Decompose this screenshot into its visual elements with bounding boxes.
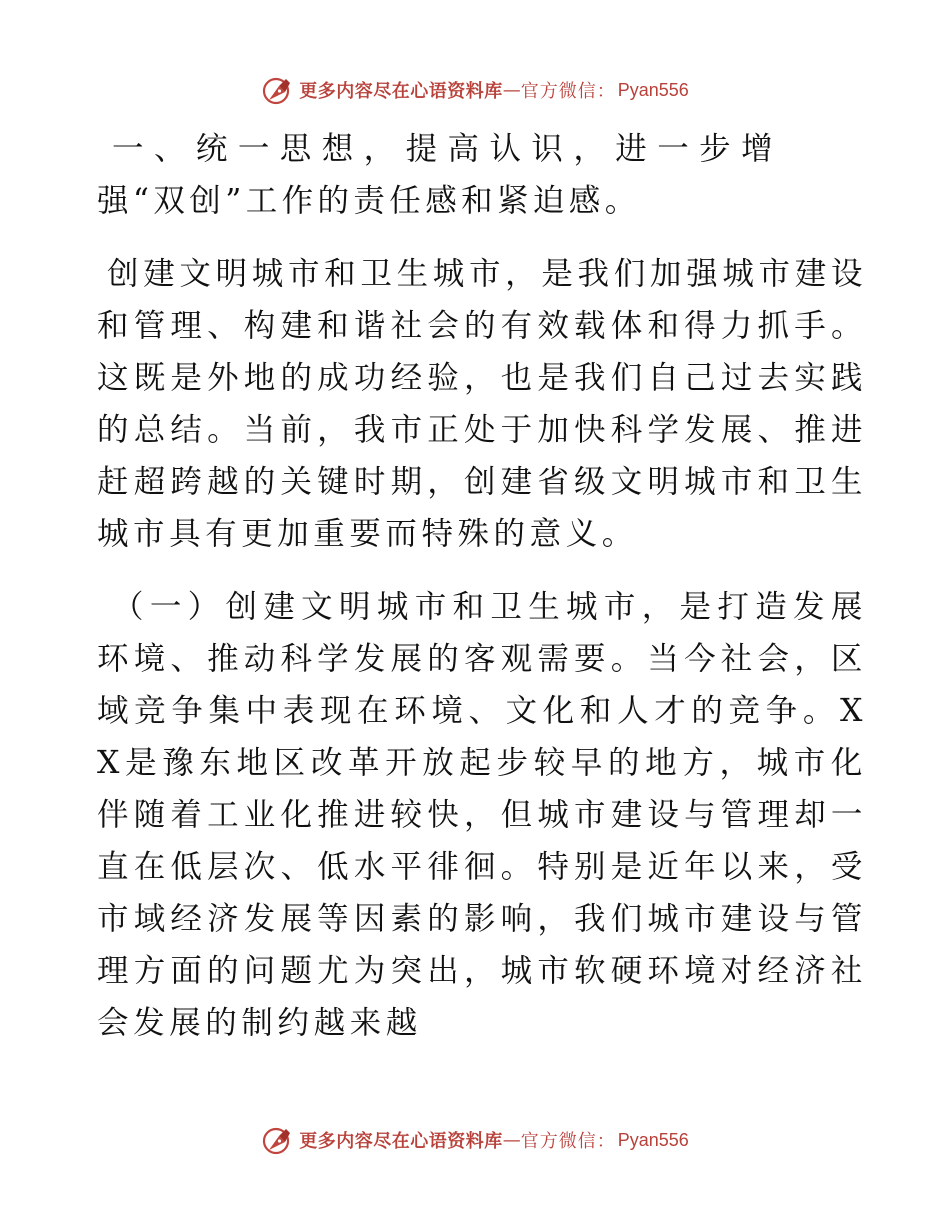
footer-watermark-banner [0, 1120, 950, 1160]
banner-official-label: 官方微信： [520, 1131, 616, 1152]
paragraph-point-one: （一）创建文明城市和卫生城市，是打造发展环境、推动科学发展的客观需要。当今社会，区域竞争集中表现在环境、文化和人才的竞争。XX是豫东地区改革开放起步较早的地方，城市化伴随着工业化推进较快，但城市建设与管理却一直在低层次、低水平徘徊。特别是近年以来，受市域经济发展等因素的影响，我们城市建设与管理方面的问题尤为突出，城市软硬环境对经济社会发展的制约越来越 [97, 589, 867, 1041]
banner-wechat-id: Pyan556 [617, 1129, 689, 1150]
document-body [97, 123, 867, 1049]
pen-nib-logo-icon [261, 1124, 293, 1156]
banner-separator: — [502, 1129, 521, 1151]
banner-official-label: 官方微信： [520, 81, 616, 102]
banner-brand-text: 更多内容尽在心语资料库 [299, 81, 503, 102]
banner-brand-text: 更多内容尽在心语资料库 [299, 1131, 503, 1152]
header-watermark-banner [0, 70, 950, 110]
banner-wechat-id: Pyan556 [617, 79, 689, 100]
section-heading: 一、统一思想，提高认识，进一步增强“双创”工作的责任感和紧迫感。 [97, 131, 777, 219]
banner-separator: — [502, 79, 521, 101]
paragraph-intro: 创建文明城市和卫生城市，是我们加强城市建设和管理、构建和谐社会的有效载体和得力抓手。这既是外地的成功经验，也是我们自己过去实践的总结。当前，我市正处于加快科学发展、推进赶超跨越的关键时期，创建省级文明城市和卫生城市具有更加重要而特殊的意义。 [97, 256, 867, 552]
pen-nib-logo-icon [261, 74, 293, 106]
